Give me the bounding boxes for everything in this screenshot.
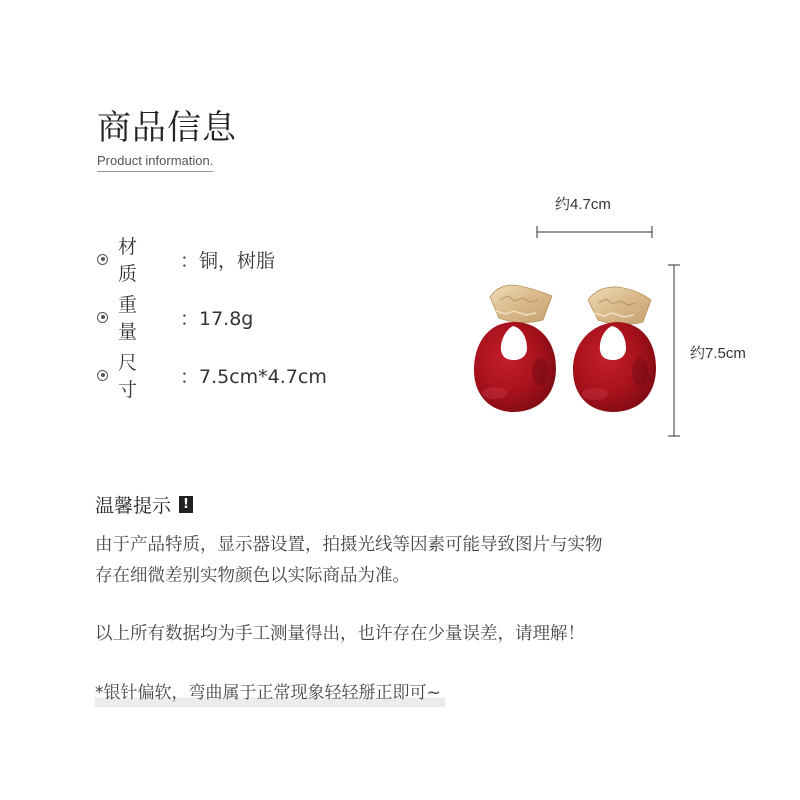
tips-paragraph-2: 以上所有数据均为手工测量得出，也许存在少量误差，请理解！ xyxy=(95,624,585,644)
spec-key-first: 尺 xyxy=(118,352,138,374)
height-label: 约7.5cm xyxy=(690,345,746,362)
earring-right xyxy=(573,287,656,412)
page-title: 商品信息 xyxy=(97,108,237,148)
width-label: 约4.7cm xyxy=(555,196,611,213)
spec-key-first: 重 xyxy=(118,294,138,316)
tips-heading-text: 温馨提示 xyxy=(95,495,172,517)
spec-key-first: 材 xyxy=(118,236,138,258)
tips-note: *银针偏软，弯曲属于正常现象轻轻掰正即可~ xyxy=(95,676,445,707)
height-dimension-line xyxy=(668,265,680,436)
tips-heading xyxy=(95,491,193,518)
spec-key-second: 质 xyxy=(118,263,138,285)
earring-left xyxy=(474,285,556,412)
spec-value: ：17.8g xyxy=(180,307,254,330)
page-subtitle: Product information. xyxy=(97,153,213,172)
spec-value: ：铜，树脂 xyxy=(180,249,276,272)
tips-paragraph-1-line-1: 由于产品特质，显示器设置，拍摄光线等因素可能导致图片与实物 xyxy=(95,535,603,555)
width-dimension-line xyxy=(537,226,652,238)
spec-key-second: 寸 xyxy=(118,379,138,401)
tips-paragraph-1 xyxy=(95,530,603,592)
spec-key-second: 量 xyxy=(118,321,138,343)
tips-paragraph-1-line-2: 存在细微差别实物颜色以实际商品为准。 xyxy=(95,566,410,586)
exclamation-icon: ! xyxy=(179,496,193,513)
spec-value: ：7.5cm*4.7cm xyxy=(180,365,327,388)
